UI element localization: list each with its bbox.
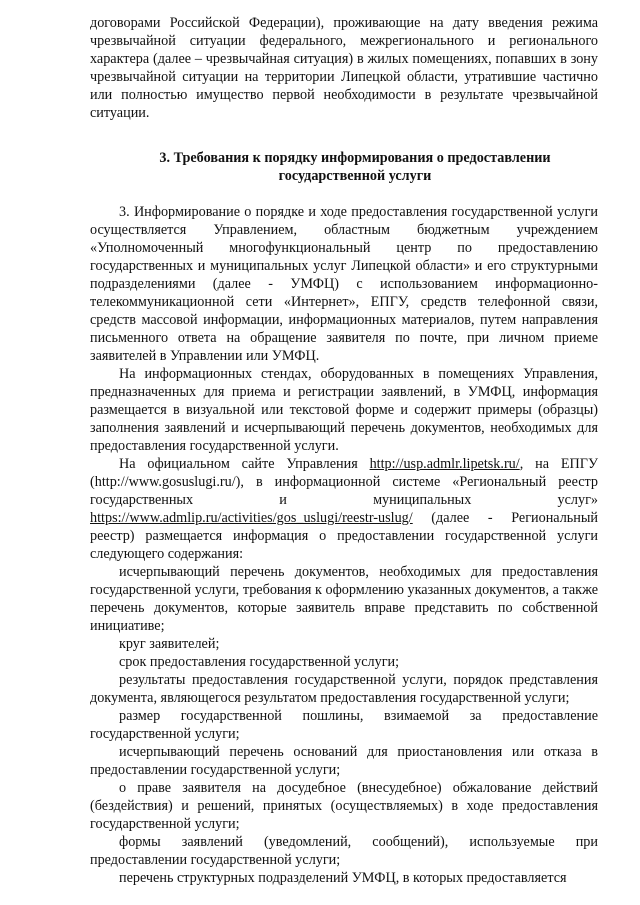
paragraph-official-site [90,455,598,563]
list-item: круг заявителей; [119,636,220,652]
list-item: о праве заявителя на досудебное (внесудебное) обжалование действий (бездействия) и решений, принятых (осуществляемых) в ходе предоставления государственной услуги; [90,780,598,832]
list-item: исчерпывающий перечень оснований для приостановления или отказа в предоставлении государственной услуги; [90,744,598,778]
paragraph-top: договорами Российской Федерации), проживающие на дату введения режима чрезвычайной ситуации федерального, межрегионального и регионального характера (далее – чрезвычайная ситуация) в жилых помещениях, попавших в зону чрезвычайной ситуации на территории Липецкой области, утратившие частично или полностью имущество первой необходимости в результате чрезвычайной ситуации. [90,15,598,121]
admlip-reestr-link[interactable]: https://www.admlip.ru/activities/gos_uslugi/reestr-uslug/ [90,510,413,526]
document-page [90,14,598,887]
paragraph-3: 3. Информирование о порядке и ходе предоставления государственной услуги осуществляется Управлением, областным бюджетным учреждением «Уполномоченный многофункциональный центр по предоставлению государственных и муниципальных услуг Липецкой области» и его структурными подразделениями (далее - УМФЦ) с использованием информационно-телекоммуникационной сети «Интернет», ЕПГУ, средств телефонной связи, средств массовой информации, информационных материалов, путем направления письменного ответа на обращение заявителя по почте, при личном приеме заявителей в Управлении или УМФЦ. [90,204,598,364]
usp-admlr-link[interactable]: http://usp.admlr.lipetsk.ru/ [369,456,520,472]
list-item: размер государственной пошлины, взимаемой за предоставление государственной услуги; [90,708,598,742]
list-item: формы заявлений (уведомлений, сообщений), используемые при предоставлении государственной услуги; [90,834,598,868]
list-item: результаты предоставления государственной услуги, порядок представления документа, являющегося результатом предоставления государственной услуги; [90,672,598,706]
site-text-1: На официальном сайте Управления [119,456,370,472]
section-heading [90,149,598,185]
list-item: перечень структурных подразделений УМФЦ, в которых предоставляется [119,870,567,886]
section-heading-line-2: государственной услуги [278,168,432,184]
site-text-2: , на ЕПГУ (http://www.gosuslugi.ru/), в информационной системе «Региональный реестр государственных и муниципальных услуг» [90,456,598,508]
site-text-3: (далее - Региональный реестр) размещается информация о предоставлении государственной услуги следующего содержания: [90,510,598,562]
paragraph-info-stands: На информационных стендах, оборудованных в помещениях Управления, предназначенных для приема и регистрации заявлений, в УМФЦ, информация размещается в визуальной или текстовой форме и содержит примеры (образцы) заполнения заявлений и исчерпывающий перечень документов, необходимых для предоставления государственной услуги. [90,366,598,454]
list-item: срок предоставления государственной услуги; [119,654,400,670]
section-heading-line-1: 3. Требования к порядку информирования о предоставлении [159,150,551,166]
list-item: исчерпывающий перечень документов, необходимых для предоставления государственной услуги, требования к оформлению указанных документов, а также перечень документов, которые заявитель вправе представить по собственной инициативе; [90,564,598,634]
